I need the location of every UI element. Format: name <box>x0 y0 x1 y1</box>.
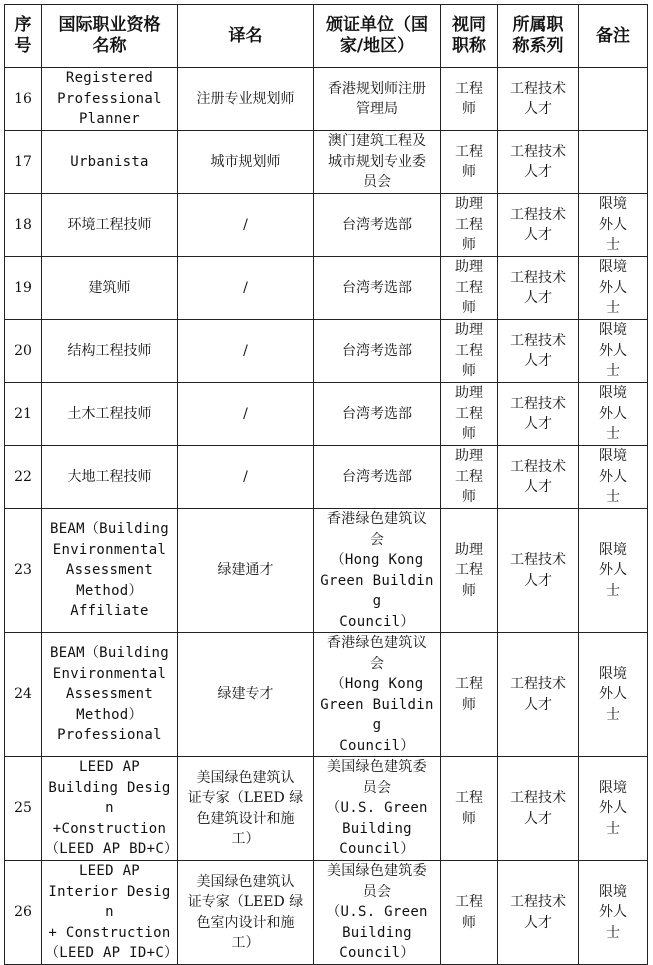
cell-seq: 20 <box>5 320 42 383</box>
cell-series: 工程技术 人才 <box>498 194 579 257</box>
cell-remark <box>579 131 648 194</box>
cell-seq: 17 <box>5 131 42 194</box>
cell-series: 工程技术 人才 <box>498 68 579 131</box>
cell-name: Registered Professional Planner <box>42 68 178 131</box>
cell-issuer: 台湾考选部 <box>314 320 441 383</box>
cell-equivalent: 助理 工程 师 <box>441 257 498 320</box>
cell-series: 工程技术 人才 <box>498 131 579 194</box>
cell-name: BEAM（Building Environmental Assessment Method） Affiliate <box>42 509 178 633</box>
table-row <box>5 633 648 757</box>
cell-translation: 美国绿色建筑认 证专家（LEED 绿 色建筑设计和施 工） <box>178 757 314 861</box>
cell-equivalent: 助理 工程 师 <box>441 509 498 633</box>
cell-translation: 注册专业规划师 <box>178 68 314 131</box>
header-issuer: 颁证单位（国 家/地区） <box>314 5 441 68</box>
cell-equivalent: 工程 师 <box>441 633 498 757</box>
cell-series: 工程技术 人才 <box>498 320 579 383</box>
cell-translation: 美国绿色建筑认 证专家（LEED 绿 色室内设计和施 工） <box>178 861 314 965</box>
cell-name: Urbanista <box>42 131 178 194</box>
cell-name: 土木工程技师 <box>42 383 178 446</box>
cell-seq: 16 <box>5 68 42 131</box>
cell-translation: / <box>178 257 314 320</box>
cell-translation: / <box>178 194 314 257</box>
cell-seq: 24 <box>5 633 42 757</box>
cell-remark <box>579 68 648 131</box>
table-row <box>5 320 648 383</box>
header-translation: 译名 <box>178 5 314 68</box>
cell-issuer: 台湾考选部 <box>314 446 441 509</box>
table-row <box>5 131 648 194</box>
cell-seq: 25 <box>5 757 42 861</box>
cell-issuer: 台湾考选部 <box>314 383 441 446</box>
cell-equivalent: 助理 工程 师 <box>441 383 498 446</box>
qualification-table <box>4 4 648 965</box>
cell-name: 大地工程技师 <box>42 446 178 509</box>
cell-remark: 限境 外人 士 <box>579 320 648 383</box>
cell-seq: 19 <box>5 257 42 320</box>
cell-seq: 23 <box>5 509 42 633</box>
cell-seq: 26 <box>5 861 42 965</box>
cell-remark: 限境 外人 士 <box>579 383 648 446</box>
cell-remark: 限境 外人 士 <box>579 194 648 257</box>
cell-name: LEED AP Interior Design + Construction （LEED AP ID+C） <box>42 861 178 965</box>
table-row <box>5 68 648 131</box>
cell-equivalent: 工程 师 <box>441 131 498 194</box>
cell-remark: 限境 外人 士 <box>579 257 648 320</box>
cell-issuer: 台湾考选部 <box>314 257 441 320</box>
table-row <box>5 757 648 861</box>
cell-name: 环境工程技师 <box>42 194 178 257</box>
cell-remark: 限境 外人 士 <box>579 861 648 965</box>
cell-equivalent: 助理 工程 师 <box>441 194 498 257</box>
header-name: 国际职业资格 名称 <box>42 5 178 68</box>
cell-series: 工程技术 人才 <box>498 633 579 757</box>
cell-remark: 限境 外人 士 <box>579 509 648 633</box>
table-row <box>5 194 648 257</box>
cell-equivalent: 助理 工程 师 <box>441 446 498 509</box>
cell-seq: 18 <box>5 194 42 257</box>
cell-remark: 限境 外人 士 <box>579 446 648 509</box>
cell-equivalent: 工程 师 <box>441 68 498 131</box>
table-row <box>5 383 648 446</box>
cell-seq: 21 <box>5 383 42 446</box>
header-series: 所属职 称系列 <box>498 5 579 68</box>
table-row <box>5 509 648 633</box>
cell-remark: 限境 外人 士 <box>579 757 648 861</box>
cell-translation: 绿建专才 <box>178 633 314 757</box>
cell-translation: 城市规划师 <box>178 131 314 194</box>
cell-translation: / <box>178 446 314 509</box>
cell-issuer: 美国绿色建筑委 员会 （U.S. Green Building Council） <box>314 757 441 861</box>
cell-issuer: 香港绿色建筑议 会 （Hong Kong Green Building Council） <box>314 633 441 757</box>
cell-translation: / <box>178 383 314 446</box>
header-seq: 序 号 <box>5 5 42 68</box>
cell-name: 建筑师 <box>42 257 178 320</box>
cell-name: 结构工程技师 <box>42 320 178 383</box>
cell-series: 工程技术 人才 <box>498 757 579 861</box>
table-row <box>5 446 648 509</box>
cell-issuer: 澳门建筑工程及 城市规划专业委 员会 <box>314 131 441 194</box>
cell-equivalent: 工程 师 <box>441 861 498 965</box>
cell-name: BEAM（Building Environmental Assessment Method） Professional <box>42 633 178 757</box>
cell-translation: 绿建通才 <box>178 509 314 633</box>
cell-issuer: 香港绿色建筑议 会 （Hong Kong Green Building Council） <box>314 509 441 633</box>
cell-translation: / <box>178 320 314 383</box>
cell-equivalent: 工程 师 <box>441 757 498 861</box>
cell-series: 工程技术 人才 <box>498 446 579 509</box>
cell-issuer: 台湾考选部 <box>314 194 441 257</box>
header-equivalent: 视同 职称 <box>441 5 498 68</box>
header-remark: 备注 <box>579 5 648 68</box>
cell-issuer: 美国绿色建筑委 员会 （U.S. Green Building Council） <box>314 861 441 965</box>
cell-remark: 限境 外人 士 <box>579 633 648 757</box>
cell-series: 工程技术 人才 <box>498 383 579 446</box>
cell-equivalent: 助理 工程 师 <box>441 320 498 383</box>
cell-series: 工程技术 人才 <box>498 509 579 633</box>
table-row <box>5 861 648 965</box>
cell-issuer: 香港规划师注册 管理局 <box>314 68 441 131</box>
cell-name: LEED AP Building Design +Construction （LEED AP BD+C） <box>42 757 178 861</box>
table-row <box>5 257 648 320</box>
cell-series: 工程技术 人才 <box>498 257 579 320</box>
cell-seq: 22 <box>5 446 42 509</box>
table-header-row <box>5 5 648 68</box>
cell-series: 工程技术 人才 <box>498 861 579 965</box>
